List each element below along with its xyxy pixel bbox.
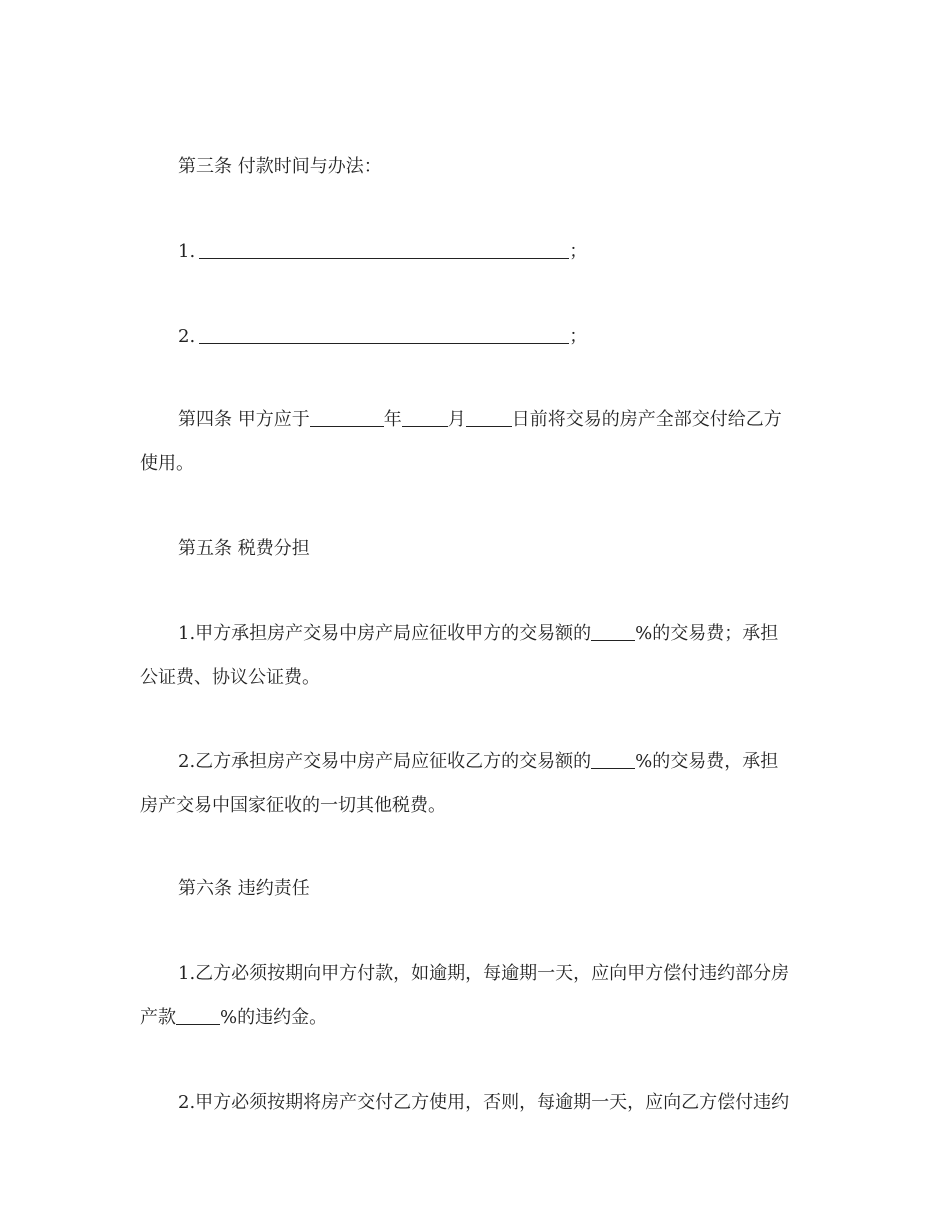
article-5-para-1-text-2: %的交易费；承担	[635, 623, 779, 644]
article-6-para-1-text: 1.乙方必须按期向甲方付款，如逾期，每逾期一天，应向甲方偿付违约部分房	[178, 963, 790, 984]
article-6-para-1-text-a: 产款	[140, 1007, 176, 1028]
article-6-heading	[178, 877, 310, 901]
percent-blank[interactable]	[591, 622, 635, 641]
article-5-heading-text: 第五条 税费分担	[178, 538, 310, 559]
article-6-para-2	[178, 1091, 789, 1115]
article-4-line-1	[178, 408, 782, 432]
article-5-para-2-cont	[140, 794, 446, 818]
article-4-text: 第四条 甲方应于	[178, 409, 310, 430]
year-label: 年	[383, 409, 402, 430]
item-end: ；	[569, 326, 588, 347]
article-5-heading	[178, 537, 310, 561]
article-6-para-1	[178, 962, 789, 986]
article-5-para-2-continuation: 房产交易中国家征收的一切其他税费。	[140, 795, 446, 816]
article-5-para-1-text: 1.甲方承担房产交易中房产局应征收甲方的交易额的	[178, 623, 592, 644]
article-6-para-1-cont	[140, 1006, 327, 1030]
article-5-para-1-cont	[140, 666, 320, 690]
article-3-heading-text: 第三条 付款时间与办法：	[178, 156, 382, 177]
article-3-item-1	[178, 240, 587, 264]
article-3-item-2	[178, 325, 587, 349]
article-6-heading-text: 第六条 违约责任	[178, 878, 310, 899]
article-4-continuation: 使用。	[140, 453, 194, 474]
item-end: ；	[569, 241, 588, 262]
article-4-line-2	[140, 452, 194, 476]
day-blank[interactable]	[466, 408, 512, 427]
fill-in-blank[interactable]	[199, 325, 569, 344]
percent-blank[interactable]	[591, 750, 635, 769]
article-6-para-2-text: 2.甲方必须按期将房产交付乙方使用，否则，每逾期一天，应向乙方偿付违约	[178, 1092, 790, 1113]
article-6-para-1-text-b: %的违约金。	[220, 1007, 328, 1028]
month-blank[interactable]	[402, 408, 448, 427]
article-3-heading	[178, 155, 382, 179]
article-4-text-2: 日前将交易的房产全部交付给乙方	[511, 409, 782, 430]
fill-in-blank[interactable]	[199, 240, 569, 259]
article-5-para-2-text-2: %的交易费，承担	[635, 751, 779, 772]
article-5-para-1-continuation: 公证费、协议公证费。	[140, 667, 320, 688]
article-5-para-2-text: 2.乙方承担房产交易中房产局应征收乙方的交易额的	[178, 751, 592, 772]
article-5-para-1	[178, 622, 778, 646]
percent-blank[interactable]	[176, 1006, 220, 1025]
month-label: 月	[447, 409, 466, 430]
item-number: 1.	[178, 241, 196, 262]
year-blank[interactable]	[310, 408, 384, 427]
item-number: 2.	[178, 326, 196, 347]
article-5-para-2	[178, 750, 778, 774]
